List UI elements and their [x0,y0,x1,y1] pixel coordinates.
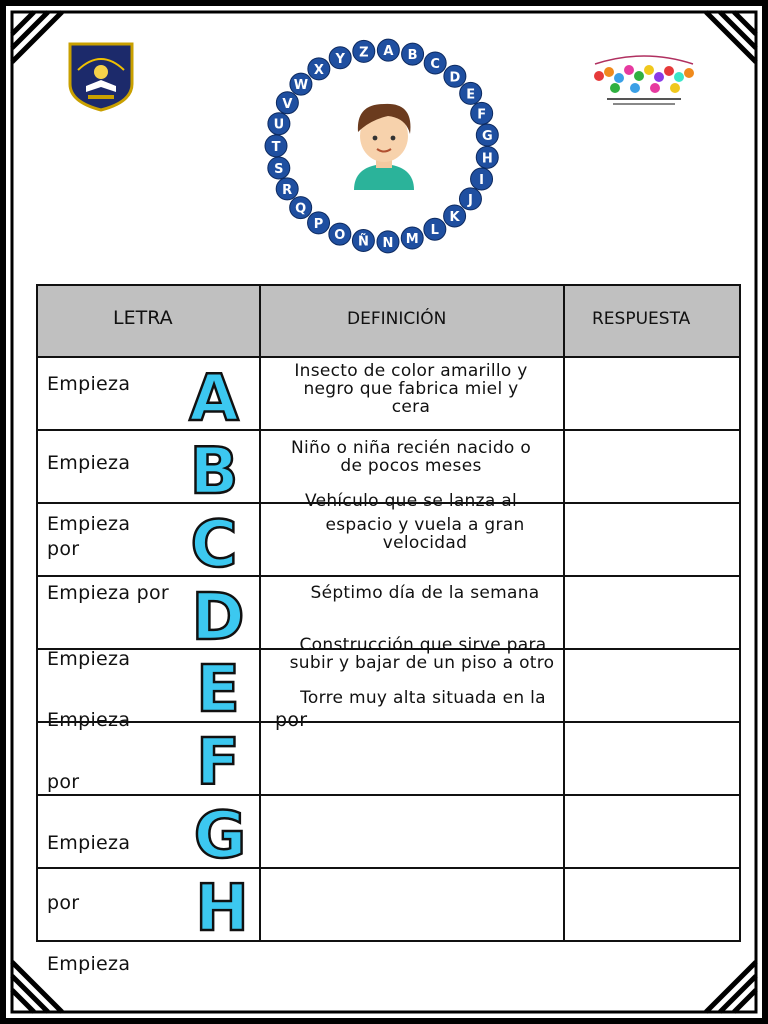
wheel-letter-bead [460,82,482,104]
wheel-letter-bead [476,146,498,168]
svg-text:I: I [479,172,484,188]
svg-text:G: G [193,801,247,863]
wheel-letter-bead [276,92,298,114]
row-label: Empieza [47,953,131,975]
letter-b-graphic [186,437,242,499]
wheel-letter-bead [353,40,375,62]
wheel-letter-bead [329,47,351,69]
definition-e-line1: Construcción que sirve para [299,635,547,655]
svg-text:K: K [449,209,460,225]
wheel-letter-bead [329,223,351,245]
definition-d: Séptimo día de la semana [310,583,540,603]
svg-text:X: X [313,62,324,78]
svg-text:A: A [383,44,394,60]
svg-text:Ñ: Ñ [357,234,369,250]
wheel-letter-bead [265,135,287,157]
row-label: Empieza por [47,582,169,604]
wheel-letter-bead [401,227,423,249]
svg-text:F: F [477,107,487,123]
definition-f: Torre muy alta situada en la [300,688,546,708]
wheel-letter-bead [290,197,312,219]
wheel-letter-bead [471,102,493,124]
wheel-letter-bead [402,43,424,65]
letter-e-graphic [190,655,246,717]
wheel-letter-bead [444,205,466,227]
row-label: por [47,892,80,914]
school-crest-logo [66,40,136,112]
svg-text:F: F [196,728,240,790]
wheel-letter-bead [268,157,290,179]
header-definition: DEFINICIÓN [347,309,447,329]
svg-text:C: C [190,510,238,572]
svg-text:L: L [430,223,439,239]
wheel-letter-bead [308,58,330,80]
wheel-letter-bead [276,178,298,200]
svg-text:P: P [313,216,324,232]
svg-text:N: N [382,235,394,251]
svg-text:B: B [189,437,239,499]
svg-text:D: D [191,583,245,645]
wheel-letter-bead [476,124,498,146]
svg-text:Y: Y [335,51,345,67]
svg-text:D: D [449,70,461,86]
wheel-letter-bead [308,212,330,234]
letter-d-graphic [190,583,246,645]
definition-a: Insecto de color amarillo y negro que fabrica miel y cera [294,361,528,417]
svg-text:O: O [334,228,346,244]
letter-h-graphic [194,874,250,936]
svg-text:H: H [481,151,493,167]
wheel-letter-bead [268,113,290,135]
wheel-letter-bead [424,218,446,240]
svg-text:J: J [468,192,473,208]
row-label: Empieza [47,452,131,474]
definition-c-line2: espacio y vuela a gran velocidad [325,515,525,553]
svg-text:B: B [407,48,418,64]
svg-text:U: U [273,117,285,133]
svg-text:C: C [430,56,440,72]
definition-b: Niño o niña recién nacido o de pocos meses [290,438,532,476]
letter-a-graphic [186,364,242,426]
row-label: Empieza [47,373,131,395]
row-label: por [47,538,80,560]
header-letter: LETRA [113,307,173,329]
svg-text:T: T [271,139,281,155]
svg-text:E: E [196,655,240,717]
row-label: Empieza [47,709,131,731]
row-label: Empieza [47,513,131,535]
wheel-letter-bead [424,52,446,74]
svg-text:V: V [282,96,293,112]
row-label: Empieza [47,648,131,670]
svg-text:H: H [195,874,249,936]
wheel-letter-bead [444,65,466,87]
integration-program-logo [585,50,703,110]
row-label: por [47,771,80,793]
svg-text:Z: Z [359,45,369,61]
letter-g-graphic [192,801,248,863]
svg-text:S: S [274,161,284,177]
wheel-letter-bead [471,168,493,190]
svg-text:Q: Q [295,201,307,217]
definition-e-line2: subir y bajar de un piso a otro [289,653,555,673]
child-avatar-icon [354,104,414,190]
header-answer: RESPUESTA [592,309,691,329]
svg-text:W: W [293,78,309,94]
wheel-letter-bead [459,188,481,210]
row-label: Empieza [47,832,131,854]
svg-text:G: G [481,129,493,145]
wheel-letter-bead [290,73,312,95]
svg-text:A: A [189,364,239,426]
svg-text:E: E [466,87,476,103]
definition-f-por: por [275,709,308,731]
wheel-letter-bead [352,230,374,252]
svg-text:M: M [405,232,419,248]
letter-c-graphic [186,510,242,572]
wheel-letter-bead [377,39,399,61]
wheel-letter-bead [377,231,399,253]
alphabet-wheel [258,30,506,262]
definition-c-line1: Vehículo que se lanza al [304,491,518,511]
svg-text:R: R [282,182,293,198]
letter-f-graphic [190,728,246,790]
